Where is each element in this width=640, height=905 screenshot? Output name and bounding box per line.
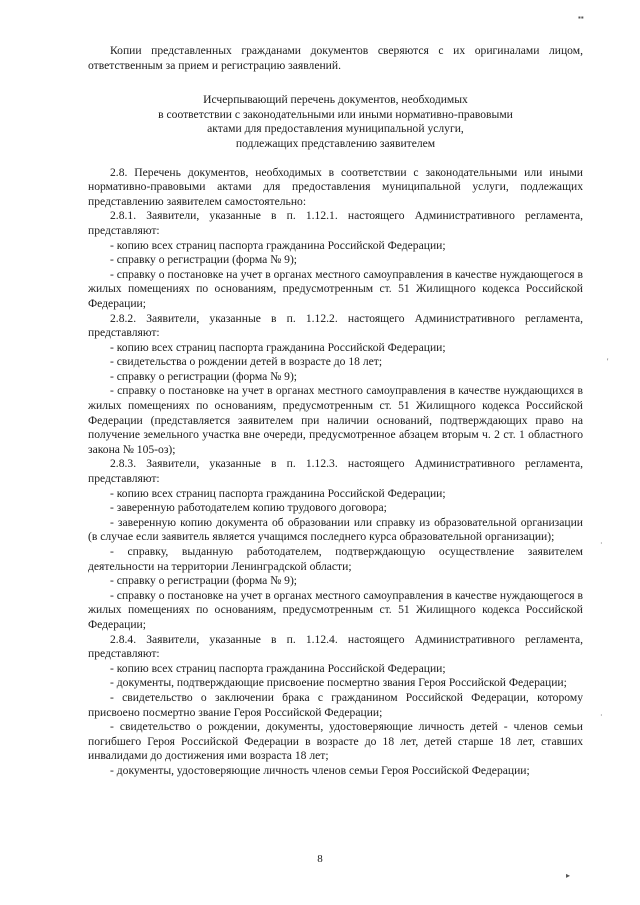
heading-line: Исчерпывающий перечень документов, необходимых [203, 93, 468, 107]
heading-line: в соответствии с законодательными или иными нормативно-правовыми [158, 107, 513, 121]
list-item: - копию всех страниц паспорта гражданина Российской Федерации; [110, 238, 446, 252]
intro-paragraph: Копии представленных гражданами документов сверяются с их оригиналами лицом, ответственным за прием и регистрацию заявлений. [88, 44, 583, 72]
document-body [88, 44, 583, 779]
scan-mark: ' [607, 357, 609, 366]
scan-mark: · [600, 711, 603, 720]
heading-line: актами для предоставления муниципальной услуги, [207, 122, 464, 136]
list-item: - справку о регистрации (форма № 9); [110, 369, 298, 383]
list-item: - справку, выданную работодателем, подтверждающую осуществление заявителем деятельности на территории Ленинградской области; [88, 545, 583, 573]
list-item: - копию всех страниц паспорта гражданина Российской Федерации; [110, 661, 446, 675]
scan-mark: ▪▪ [578, 13, 584, 22]
paragraph-2-8-4: 2.8.4. Заявители, указанные в п. 1.12.4. настоящего Административного регламента, представляют: [88, 632, 583, 661]
list-item: - свидетельства о рождении детей в возрасте до 18 лет; [110, 355, 383, 369]
scan-mark: ▸ [566, 871, 571, 880]
list-item: - справку о постановке на учет в органах местного самоуправления в качестве нуждающегося в жилых помещениях по основаниям, предусмотренным ст. 51 Жилищного кодекса Российской Федерации; [88, 267, 583, 310]
list-item: - заверенную копию документа об образовании или справку из образовательной организации (в случае если заявитель является учащимся последнего курса образовательной организации); [88, 515, 583, 544]
paragraph-2-8-2: 2.8.2. Заявители, указанные в п. 1.12.2. настоящего Административного регламента, представляют: [88, 311, 583, 340]
paragraph-2-8-1: 2.8.1. Заявители, указанные в п. 1.12.1. настоящего Административного регламента, представляют: [88, 209, 583, 237]
list-item: - заверенную работодателем копию трудового договора; [110, 501, 387, 515]
list-item: - свидетельство о рождении, документы, удостоверяющие личность детей - членов семьи погибшего Героя Российской Федерации в возрасте до 18 лет, детей старше 18 лет, ставших инвалидами до достижения ими возраста 18 лет; [88, 720, 583, 763]
requirements-list [88, 166, 583, 779]
list-item: - справку о регистрации (форма № 9); [110, 574, 298, 588]
list-item: - копию всех страниц паспорта гражданина Российской Федерации; [110, 486, 446, 500]
list-item: - документы, удостоверяющие личность членов семьи Героя Российской Федерации; [110, 763, 530, 777]
list-item: - копию всех страниц паспорта гражданина Российской Федерации; [110, 340, 446, 354]
page-number: 8 [317, 853, 323, 865]
scan-mark: · [600, 539, 603, 548]
list-item: - справку о постановке на учет в органах местного самоуправления в качестве нуждающихся в жилых помещениях по основаниям, предусмотренным ст. 51 Жилищного кодекса Российской Федерации (представляется заявителем при наличии оснований, подтверждающих право на получение земельного участка вне очереди, предусмотренное абзацем вторым ч. 2 ст. 1 областного закона № 105-оз); [88, 384, 583, 456]
paragraph-2-8: 2.8. Перечень документов, необходимых в соответствии с законодательными или иными нормативно-правовыми актами для предоставления муниципальной услуги, подлежащих представлению заявителем самостоятельно: [88, 165, 583, 208]
list-item: - свидетельство о заключении брака с гражданином Российской Федерации, которому присвоено посмертно звание Героя Российской Федерации; [88, 690, 583, 719]
list-item: - справку о регистрации (форма № 9); [110, 253, 298, 267]
list-item: - документы, подтверждающие присвоение посмертно звания Героя Российской Федерации; [110, 676, 567, 690]
paragraph-2-8-3: 2.8.3. Заявители, указанные в п. 1.12.3. настоящего Административного регламента, представляют: [88, 457, 583, 486]
list-item: - справку о постановке на учет в органах местного самоуправления в качестве нуждающегося в жилых помещениях по основаниям, предусмотренным ст. 51 Жилищного кодекса Российской Федерации; [88, 588, 583, 631]
section-heading [88, 93, 583, 151]
heading-line: подлежащих представлению заявителем [235, 136, 436, 150]
